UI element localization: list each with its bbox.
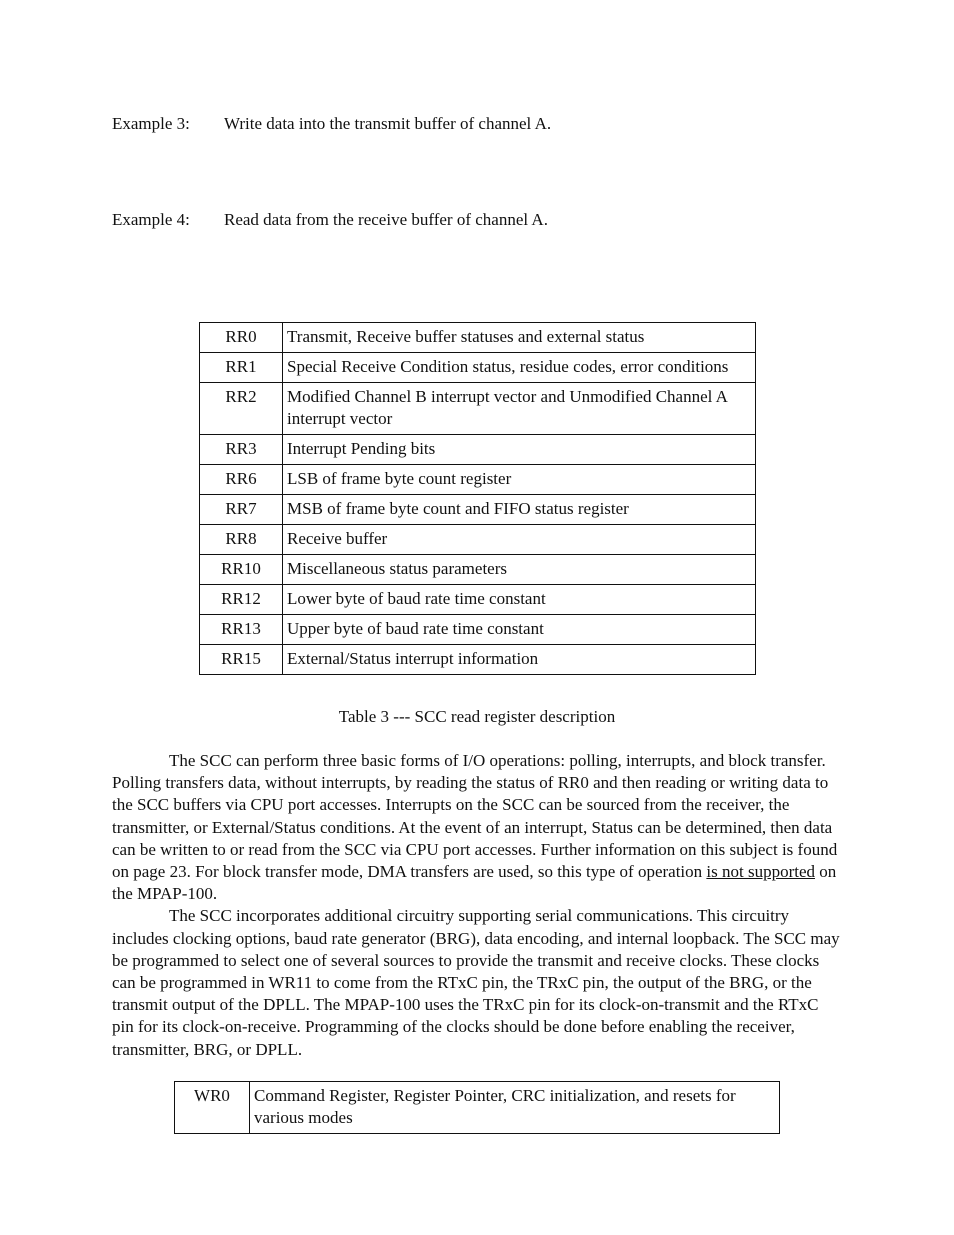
register-description: Modified Channel B interrupt vector and Unmodified Channel A interrupt vector <box>283 383 756 435</box>
register-description: Special Receive Condition status, residue codes, error conditions <box>283 353 756 383</box>
table-row <box>200 353 756 383</box>
register-name: RR10 <box>200 555 283 585</box>
paragraph-text: on the MPAP-100. <box>112 862 837 904</box>
register-name: WR0 <box>175 1082 250 1134</box>
register-description: External/Status interrupt information <box>283 645 756 675</box>
register-description: Receive buffer <box>283 525 756 555</box>
register-description: Lower byte of baud rate time constant <box>283 585 756 615</box>
register-description: LSB of frame byte count register <box>283 465 756 495</box>
register-description: Upper byte of baud rate time constant <box>283 615 756 645</box>
paragraph-text: The SCC can perform three basic forms of I/O operations: polling, interrupts, and block transfer. Polling transfers data, without interrupts, by reading the status of RR0 and then reading or writing data to the SCC buffers via CPU port accesses. Interrupts on the SCC can be sourced from the receiver, the transmitter, or External/Status conditions. At the event of an interrupt, Status can be determined, then data can be written to or read from the SCC via CPU port accesses. Further information on this subject is found on page 23. For block transfer mode, DMA transfers are used, so this type of operation <box>112 751 838 882</box>
example-text: Write data into the transmit buffer of channel A. <box>224 114 552 133</box>
table-row <box>200 383 756 435</box>
register-description: Transmit, Receive buffer statuses and external status <box>283 323 756 353</box>
register-name: RR2 <box>200 383 283 435</box>
register-name: RR3 <box>200 435 283 465</box>
table-caption: Table 3 --- SCC read register description <box>338 707 616 726</box>
table-row <box>200 555 756 585</box>
table-row <box>200 525 756 555</box>
table-row <box>200 465 756 495</box>
table-row <box>200 495 756 525</box>
register-name: RR1 <box>200 353 283 383</box>
example-4 <box>112 210 548 230</box>
table-row <box>200 645 756 675</box>
example-text: Read data from the receive buffer of channel A. <box>224 210 548 229</box>
register-name: RR13 <box>200 615 283 645</box>
read-register-table <box>199 322 756 675</box>
register-description: Interrupt Pending bits <box>283 435 756 465</box>
table-row <box>200 585 756 615</box>
table-row <box>200 323 756 353</box>
register-name: RR0 <box>200 323 283 353</box>
write-register-table <box>174 1081 780 1134</box>
register-name: RR6 <box>200 465 283 495</box>
example-3 <box>112 114 551 134</box>
table-row <box>200 435 756 465</box>
underlined-text: is not supported <box>706 862 815 882</box>
paragraph-io-operations <box>112 750 842 905</box>
table-row <box>200 615 756 645</box>
register-description: Command Register, Register Pointer, CRC initialization, and resets for various modes <box>250 1082 780 1134</box>
register-name: RR15 <box>200 645 283 675</box>
register-name: RR8 <box>200 525 283 555</box>
register-name: RR7 <box>200 495 283 525</box>
example-label: Example 4: <box>112 210 190 229</box>
register-name: RR12 <box>200 585 283 615</box>
register-description: Miscellaneous status parameters <box>283 555 756 585</box>
example-label: Example 3: <box>112 114 190 133</box>
register-description: MSB of frame byte count and FIFO status register <box>283 495 756 525</box>
body-text <box>112 750 842 1061</box>
table-row <box>175 1082 780 1134</box>
paragraph-circuitry: The SCC incorporates additional circuitry supporting serial communications. This circuitry includes clocking options, baud rate generator (BRG), data encoding, and internal loopback. The SCC may be programmed to select one of several sources to provide the transmit and receive clocks. These clocks can be programmed in WR11 to come from the RTxC pin, the TRxC pin, the output of the BRG, or the transmit output of the DPLL. The MPAP-100 uses the TRxC pin for its clock-on-transmit and the RTxC pin for its clock-on-receive. Programming of the clocks should be done before enabling the receiver, transmitter, BRG, or DPLL. <box>112 906 840 1059</box>
